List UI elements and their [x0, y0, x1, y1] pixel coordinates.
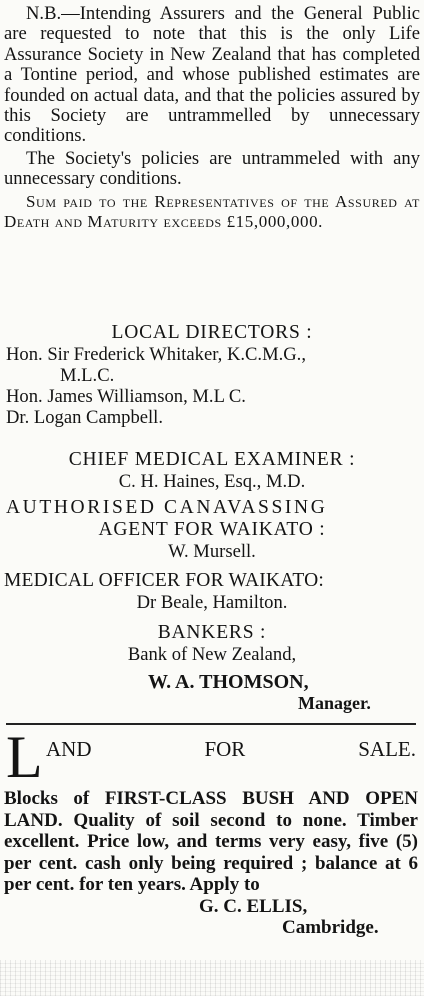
director-campbell: Dr. Logan Campbell. [6, 407, 163, 428]
land-ad-contact: G. C. ELLIS, [199, 895, 308, 917]
director-whitaker-title: M.L.C. [60, 365, 115, 386]
agent-name: W. Mursell. [168, 541, 256, 562]
notice-paragraph-3: Sum paid to the Representatives of the Assured at Death and Maturity exceeds £15,000,000. [4, 191, 420, 232]
title-words [46, 737, 416, 762]
local-directors-heading: LOCAL DIRECTORS : [111, 322, 313, 343]
title-word-1: AND [46, 737, 92, 761]
medical-officer-section [0, 570, 424, 613]
chief-medical-name: C. H. Haines, Esq., M.D. [118, 471, 306, 492]
section-divider [6, 723, 416, 725]
land-for-sale-title [6, 724, 416, 790]
medical-officer-heading: MEDICAL OFFICER FOR WAIKATO: [4, 570, 324, 591]
director-whitaker: Hon. Sir Frederick Whitaker, K.C.M.G., [6, 344, 306, 365]
land-ad-text: Blocks of FIRST-CLASS BUSH AND OPEN LAND. Quality of soil second to none. Timber excellent. Price low, and terms very easy, five (5) per cent. cash only being required ; balance at 6 per cent. for ten years. Apply to [4, 788, 418, 895]
local-directors-section [0, 322, 424, 428]
signature-block [0, 672, 424, 714]
scan-noise-band [0, 960, 424, 996]
land-ad-body [4, 788, 418, 938]
title-initial: L [6, 724, 43, 790]
medical-officer-name: Dr Beale, Hamilton. [136, 592, 288, 613]
notice-block [0, 4, 424, 233]
agent-section [0, 497, 424, 562]
notice-paragraph-2: The Society's policies are untrammeled with any unnecessary conditions. [4, 147, 420, 190]
bankers-heading: BANKERS : [157, 622, 267, 643]
bankers-name: Bank of New Zealand, [127, 644, 297, 665]
director-williamson: Hon. James Williamson, M.L C. [6, 386, 246, 407]
signature-name: W. A. THOMSON, [148, 671, 309, 693]
title-word-2: FOR [204, 737, 246, 761]
chief-medical-heading: CHIEF MEDICAL EXAMINER : [68, 449, 356, 470]
chief-medical-section [0, 449, 424, 492]
land-ad-place: Cambridge. [282, 916, 379, 938]
agent-heading-2: AGENT FOR WAIKATO : [98, 519, 326, 540]
signature-title: Manager. [298, 693, 371, 713]
bankers-section [0, 622, 424, 665]
notice-paragraph-1: N.B.—Intending Assurers and the General Public are requested to note that this is the only Life Assurance Society in New Zealand that has completed a Tontine period, and whose published estimates are founded on actual data, and that the policies assured by this Society are untrammelled by unnecessary conditions. [4, 3, 420, 147]
agent-heading-1: AUTHORISED CANAVASSING [6, 497, 328, 518]
title-word-3: SALE. [358, 737, 416, 761]
